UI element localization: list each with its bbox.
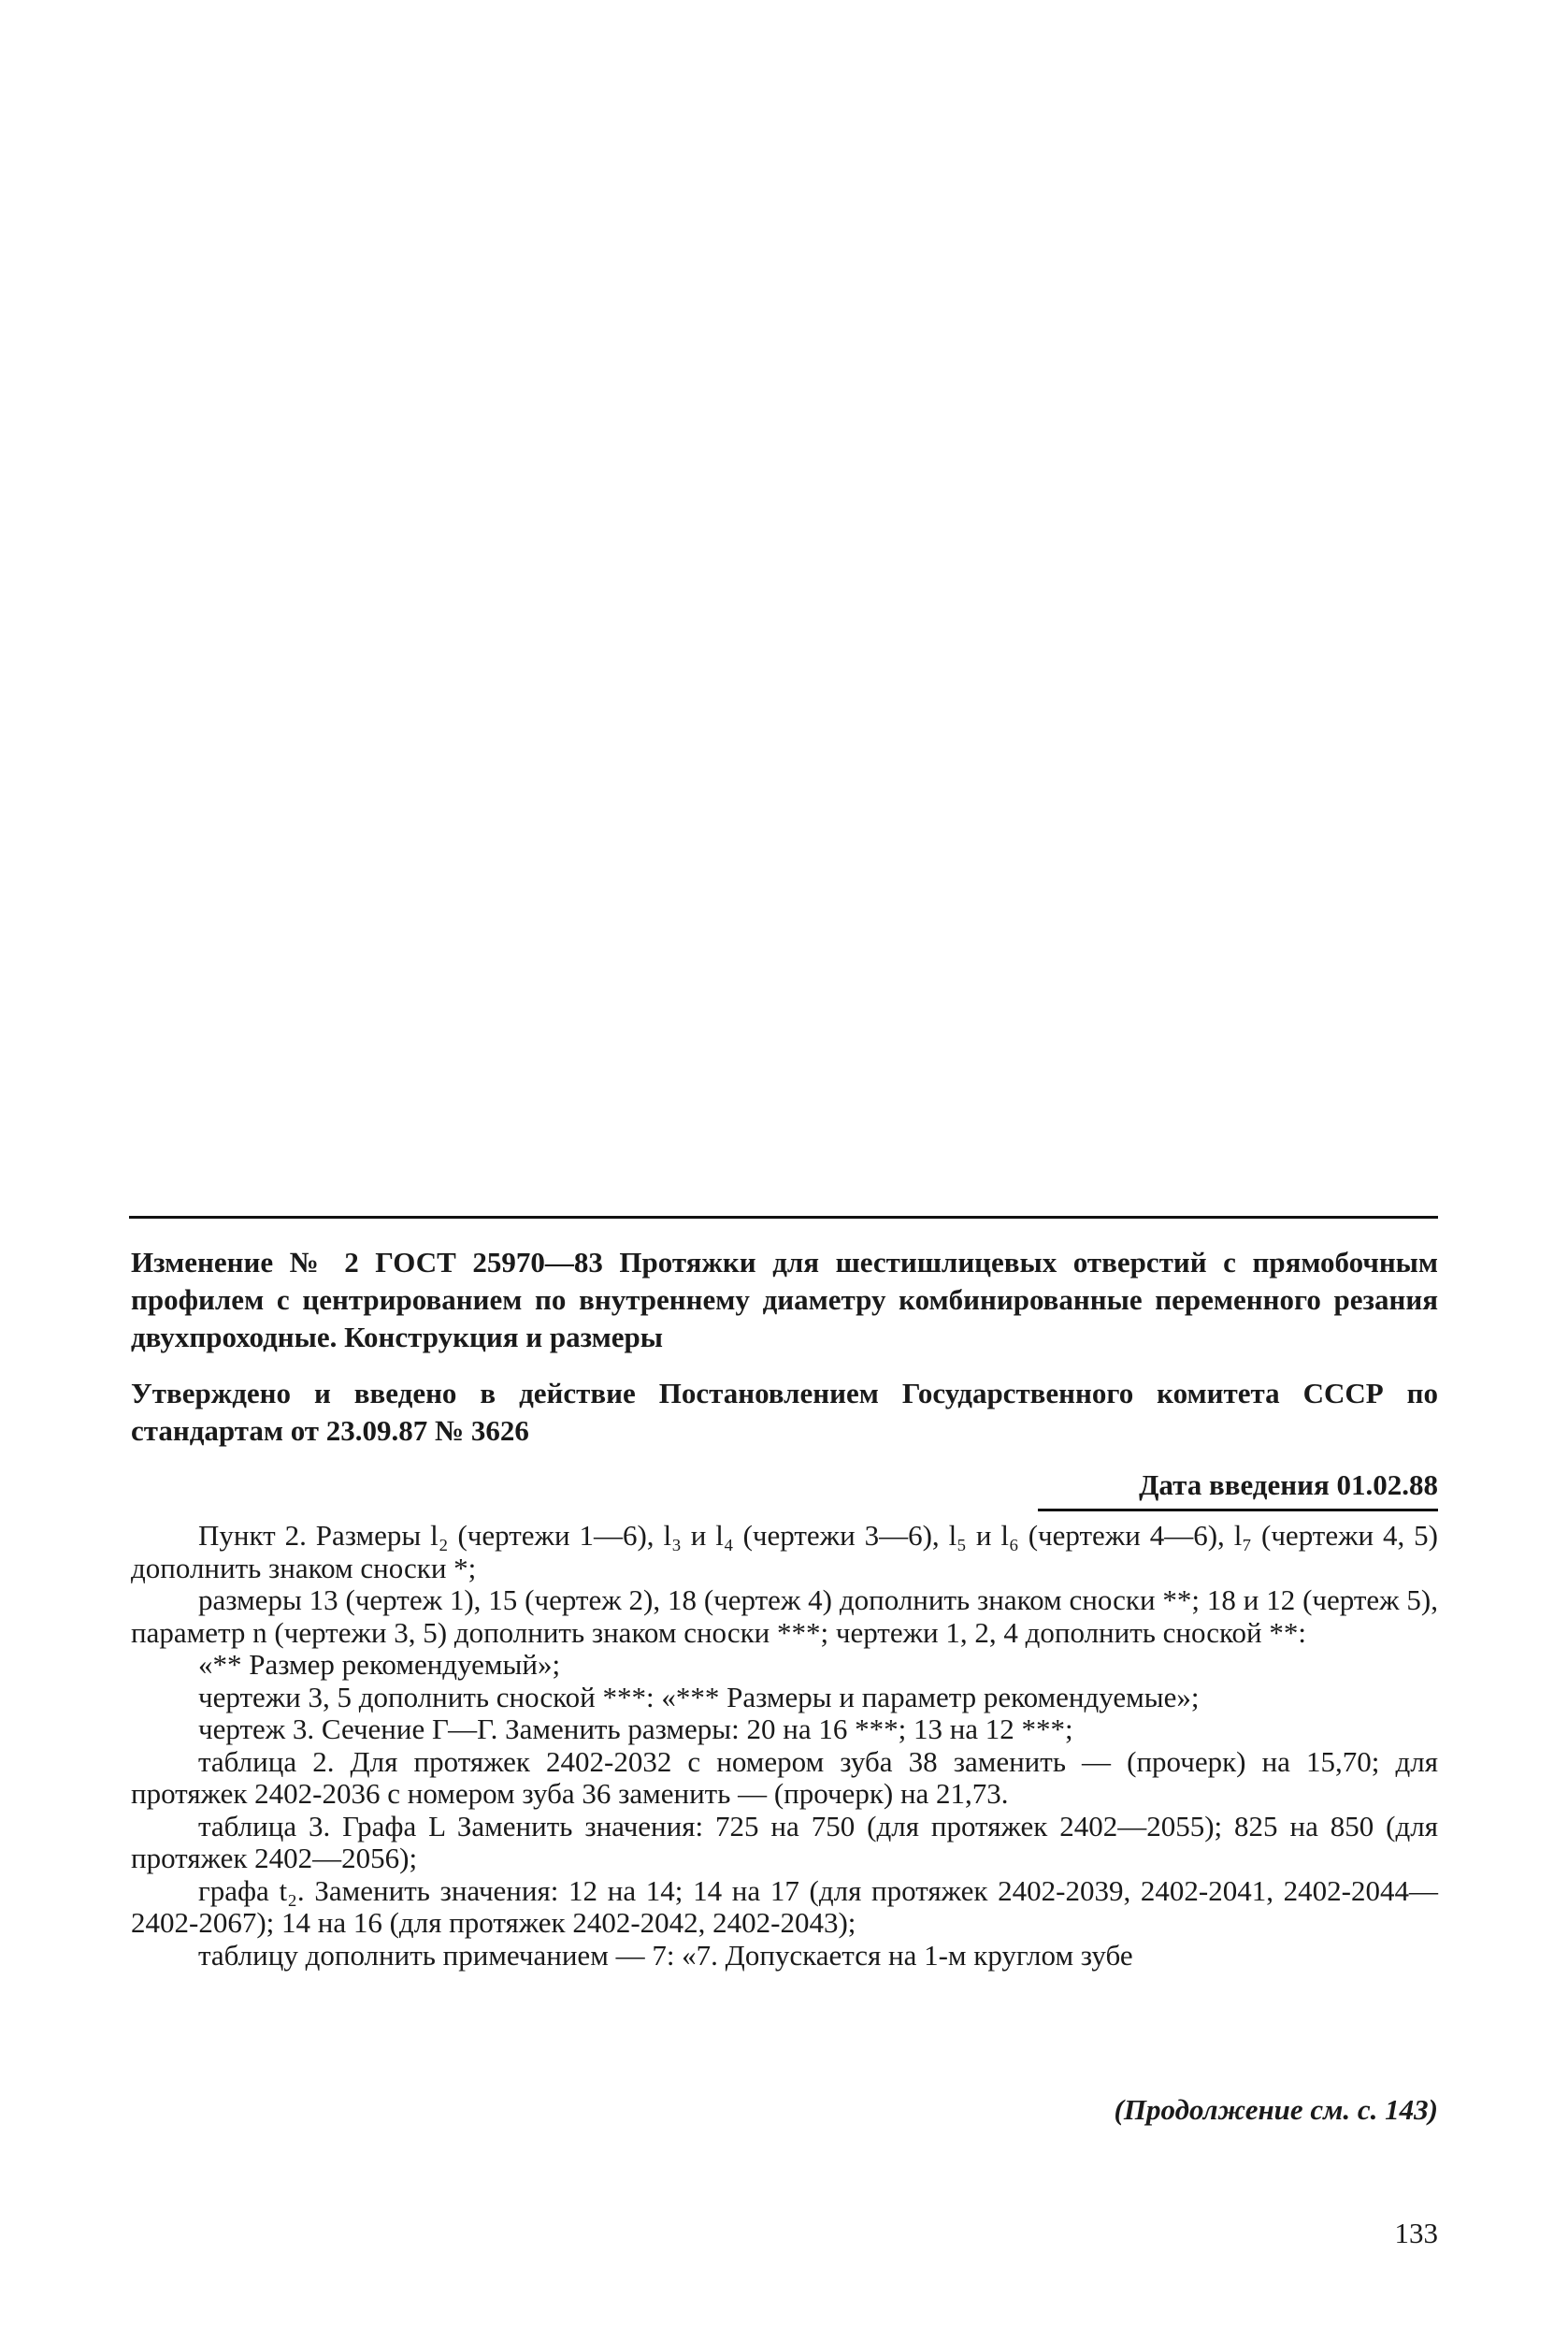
amendment-title: Изменение № 2 ГОСТ 25970—83 Протяжки для шестишлицевых отверстий с прямобочным профилем с центрированием по внутреннему диаметру комбинированные переменного резания двухпроходные. Конструкция и размеры [131, 1246, 1438, 1353]
top-rule [129, 1216, 1438, 1219]
date-underline [1038, 1509, 1438, 1511]
paragraph-column-t2: графа t₂. Заменить значения: 12 на 14; 14 на 17 (для протяжек 2402-2039, 2402-2041, 2402-2044—2402-2067); 14 на 16 (для протяжек 2402-2042, 2402-2043); [131, 1873, 1438, 1939]
paragraph-drawings-3-5: чертежи 3, 5 дополнить сноской ***: «*** Размеры и параметр рекомендуемые»; [198, 1680, 1200, 1713]
amendment-body [131, 1520, 1438, 1972]
paragraph-drawing-3: чертеж 3. Сечение Г—Г. Заменить размеры: 20 на 16 ***; 13 на 12 ***; [198, 1712, 1073, 1745]
introduction-date: Дата введения 01.02.88 [1139, 1468, 1438, 1501]
paragraph-note-7: таблицу дополнить примечанием — 7: «7. Допускается на 1-м круглом зубе [198, 1938, 1133, 1972]
page-number: 133 [1394, 2217, 1438, 2249]
paragraph-sizes: размеры 13 (чертеж 1), 15 (чертеж 2), 18 (чертеж 4) дополнить знаком сноски **; 18 и 12 (чертеж 5), параметр n (чертежи 3, 5) дополнить знаком сноски ***; чертежи 1, 2, 4 дополнить сноской **: [131, 1583, 1438, 1649]
paragraph-item-1: Пункт 2. Размеры l₂ (чертежи 1—6), l₃ и l₄ (чертежи 3—6), l₅ и l₆ (чертежи 4—6), l₇ (чертежи 4, 5) дополнить знаком сноски *; [131, 1519, 1438, 1584]
paragraph-table-3: таблица 3. Графа L Заменить значения: 725 на 750 (для протяжек 2402—2055); 825 на 850 (для протяжек 2402—2056); [131, 1809, 1438, 1874]
continuation-note: (Продолжение см. с. 143) [1114, 2093, 1438, 2126]
paragraph-table-2: таблица 2. Для протяжек 2402-2032 с номером зуба 38 заменить — (прочерк) на 15,70; для протяжек 2402-2036 с номером зуба 36 заменить — (прочерк) на 21,73. [131, 1744, 1438, 1810]
approval-statement: Утверждено и введено в действие Постановлением Государственного комитета СССР по стандартам от 23.09.87 № 3626 [131, 1377, 1438, 1447]
paragraph-footnote-recommended: «** Размер рекомендуемый»; [198, 1648, 561, 1681]
